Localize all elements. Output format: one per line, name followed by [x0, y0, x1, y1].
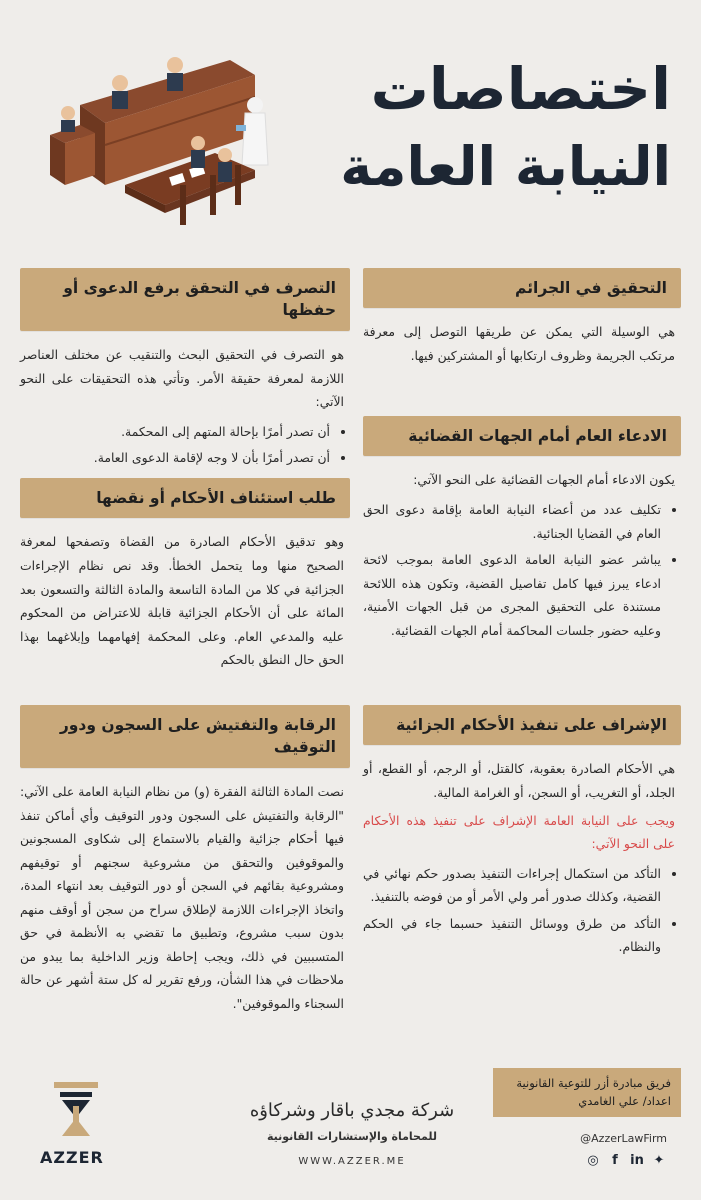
logo-text: AZZER	[40, 1148, 104, 1167]
social-links	[585, 1152, 667, 1168]
list-item: • التأكد من طرق ووسائل التنفيذ حسبما جاء في الحكم والنظام.	[363, 912, 661, 959]
section-prosecution	[363, 416, 681, 645]
list-item: • التأكد من استكمال إجراءات التنفيذ بصدور حكم نهائي في القضية، وكذلك صدور أمر ولي الأمر أو من فوضه بالتنفيذ.	[363, 862, 661, 909]
section-disposal	[20, 268, 350, 473]
section-text: هي الوسيلة التي يمكن عن طريقها التوصل إلى معرفة مرتكب الجريمة وظروف ارتكابها أو المشتركين فيها.	[363, 324, 675, 364]
section-prisons	[20, 705, 350, 1016]
twitter-icon[interactable]: ✦	[653, 1152, 665, 1168]
credit-box	[493, 1068, 681, 1117]
section-red-text: ويجب على النيابة العامة الإشراف على تنفيذ هذه الأحكام على النحو الآتي:	[363, 812, 675, 852]
section-heading: التصرف في التحقق برفع الدعوى أو حفظها	[20, 268, 350, 331]
firm-subtitle: للمحاماة والإستشارات القانونية	[266, 1130, 437, 1143]
social-handle[interactable]: @AzzerLawFirm	[580, 1132, 667, 1145]
section-text: نصت المادة الثالثة الفقرة (و) من نظام النيابة العامة على الآتي: "الرقابة والتفتيش على السجون ودور التوقيف وأي أماكن تنفذ فيها أحكام جزائية والقيام بالاستماع إلى شكاوى المسجونين والموقوفين والتحقق من مشروعية سجنهم أو توقيفهم ومشروعية بقائهم في السجن أو دور التوقيف بعد انتهاء المدة، واتخاذ الإجراءات اللازمة لإطلاق سراح من سجن أو أوقف منهم بدون سبب مشروع، وتطبيق ما تقضي به الأنظمة في حق المتسببين في ذلك، ويجب إحاطة وزير الداخلية بما يبدو من ملاحظات في هذا الشأن، ورفع تقرير له كل ستة أشهر عن حالة السجناء والموقوفين".	[20, 783, 344, 1011]
courtroom-illustration	[40, 35, 320, 245]
bullet-list	[363, 862, 681, 959]
azzer-logo-icon	[48, 1078, 104, 1138]
bullet-list	[20, 420, 350, 470]
section-heading: الادعاء العام أمام الجهات القضائية	[363, 416, 681, 456]
page-title: اختصاصات	[370, 55, 671, 123]
section-heading: التحقيق في الجرائم	[363, 268, 681, 308]
section-heading: طلب استئناف الأحكام أو نقضها	[20, 478, 350, 518]
page-subtitle: النيابة العامة	[340, 135, 671, 198]
section-text: هو التصرف في التحقيق البحث والتنقيب عن مختلف العناصر اللازمة لمعرفة حقيقة الأمر. وتأتي هذه التحقيقات على النحو الآتي:	[20, 346, 344, 410]
credit-team: فريق مبادرة أزر للتوعية القانونية	[516, 1076, 671, 1090]
section-appeal	[20, 478, 350, 672]
section-text: هي الأحكام الصادرة بعقوبة، كالقتل، أو الرجم، أو القطع، أو الجلد، أو التغريب، أو السجن، أو الغرامة المالية.	[363, 761, 675, 801]
section-text: وهو تدقيق الأحكام الصادرة من القضاة وتصفحها لمعرفة الصحيح منها وما يتحمل الخطأ. وقد نص نظام الإجراءات الجزائية في كلا من المادة التاسعة والمادة الثالثة والتسعون بعد المائة على أن الأحكام الجزائية قابلة للاعتراض من المحكوم عليه والمدعي العام. وعلى المحكمة إفهامهما وإبلاغهما بهذا الحق حال النطق بالحكم	[20, 534, 344, 668]
section-heading: الإشراف على تنفيذ الأحكام الجزائية	[363, 705, 681, 745]
section-heading: الرقابة والتفتيش على السجون ودور التوقيف	[20, 705, 350, 768]
list-item: • أن تصدر أمرًا بأن لا وجه لإقامة الدعوى العامة.	[20, 446, 330, 470]
list-item: • أن تصدر أمرًا بإحالة المتهم إلى المحكمة.	[20, 420, 330, 444]
section-investigation	[363, 268, 681, 368]
section-intro: يكون الادعاء أمام الجهات القضائية على النحو الآتي:	[413, 472, 675, 488]
website-link[interactable]: WWW.AZZER.ME	[298, 1156, 406, 1167]
instagram-icon[interactable]: ◎	[587, 1152, 599, 1168]
list-item: • يباشر عضو النيابة العامة الدعوى العامة بموجب لائحة ادعاء يبرز فيها كامل تفاصيل القضية، وتكون هذه اللائحة مستندة على التحقيق المجرى من قبل الجهات الأمنية، وعليه حضور جلسات المحاكمة أمام الجهات القضائية.	[363, 548, 661, 642]
list-item: • تكليف عدد من أعضاء النيابة العامة بإقامة دعوى الحق العام في القضايا الجنائية.	[363, 498, 661, 545]
firm-name: شركة مجدي باقار وشركاؤه	[249, 1100, 455, 1121]
section-supervision	[363, 705, 681, 962]
facebook-icon[interactable]: f	[612, 1152, 618, 1168]
bullet-list	[363, 498, 681, 642]
credit-author: اعداد/ علي الغامدي	[578, 1094, 671, 1109]
linkedin-icon[interactable]: in	[630, 1152, 644, 1168]
